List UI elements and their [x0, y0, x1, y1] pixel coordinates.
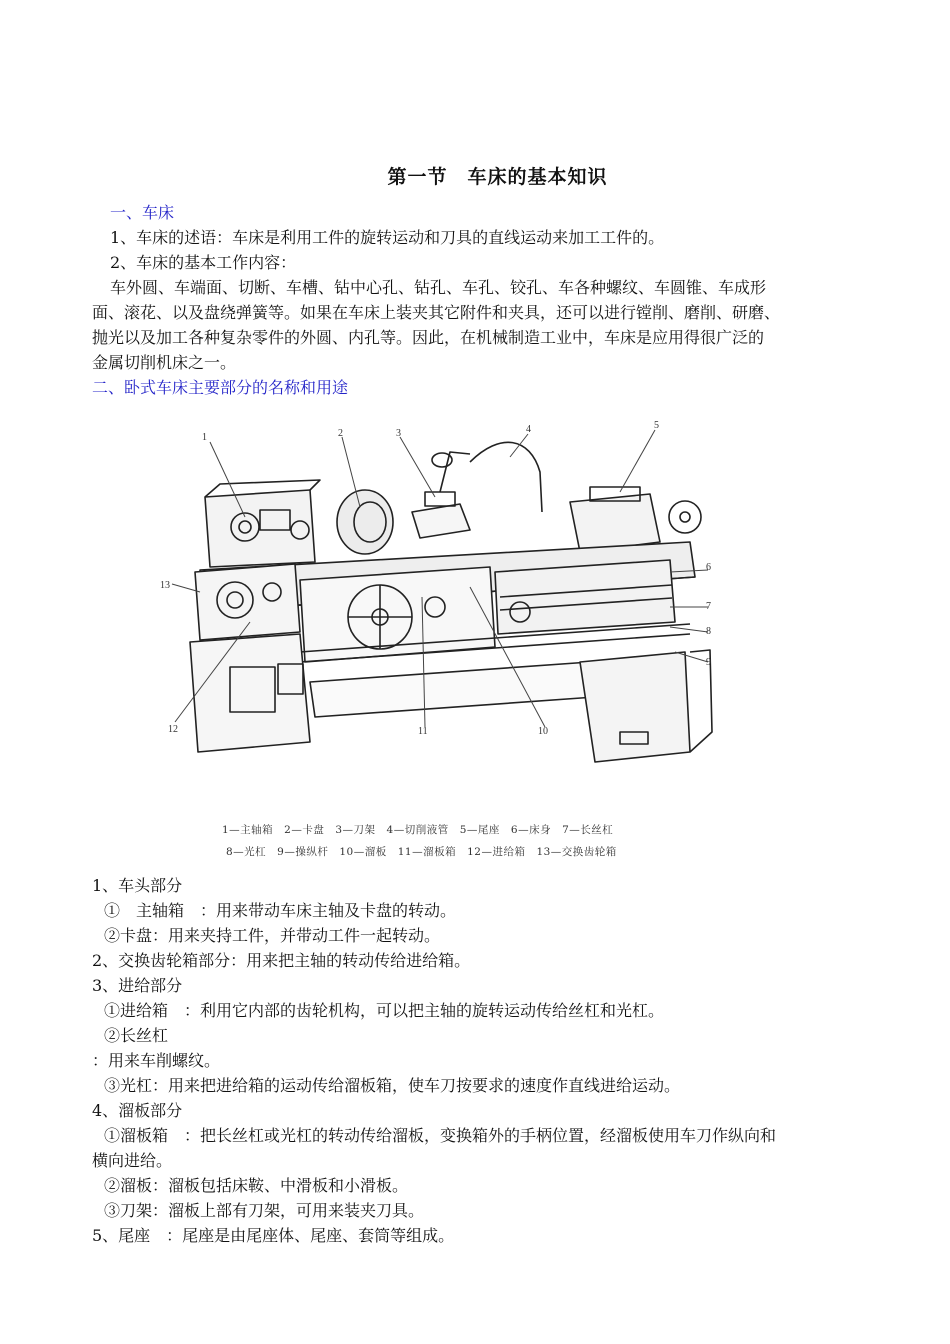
callout-3: 3: [396, 428, 401, 439]
section-heading-parts: 二、卧式车床主要部分的名称和用途: [92, 378, 349, 397]
part-heading: 5、尾座 ：尾座是由尾座体、尾座、套筒等组成。: [92, 1226, 455, 1245]
part-item: ①溜板箱 ：把长丝杠或光杠的转动传给溜板，变换箱外的手柄位置，经溜板使用车刀作纵向和: [104, 1126, 777, 1145]
callout-5: 5: [654, 420, 659, 431]
part-heading: 1、车头部分: [92, 876, 183, 895]
diagram-legend-row-1: 1—主轴箱 2—卡盘 3—刀架 4—切削液管 5—尾座 6—床身 7—长丝杠: [222, 824, 614, 836]
section-heading-lathe: 一、车床: [110, 203, 175, 222]
part-item: ：用来车削螺纹。: [92, 1051, 221, 1070]
callout-2: 2: [338, 428, 343, 439]
page-title: 第一节 车床的基本知识: [387, 166, 608, 188]
part-item: ②长丝杠: [104, 1026, 169, 1045]
lathe-diagram: [150, 412, 730, 862]
part-item: ②卡盘：用来夹持工件，并带动工件一起转动。: [104, 926, 441, 945]
paragraph-line: 金属切削机床之一。: [92, 353, 237, 372]
callout-13: 13: [160, 580, 170, 591]
part-item: ②溜板：溜板包括床鞍、中滑板和小滑板。: [104, 1176, 409, 1195]
callout-9: 9: [706, 657, 711, 668]
part-item: ③刀架：溜板上部有刀架，可用来装夹刀具。: [104, 1201, 425, 1220]
callout-4: 4: [526, 424, 531, 435]
callout-10: 10: [538, 726, 548, 737]
callout-6: 6: [706, 562, 711, 573]
callout-1: 1: [202, 432, 207, 443]
part-item: ③光杠：用来把进给箱的运动传给溜板箱，使车刀按要求的速度作直线进给运动。: [104, 1076, 681, 1095]
callout-12: 12: [168, 724, 178, 735]
callout-11: 11: [418, 726, 428, 737]
diagram-legend-row-2: 8—光杠 9—操纵杆 10—溜板 11—溜板箱 12—进给箱 13—交换齿轮箱: [226, 846, 617, 858]
part-item: 横向进给。: [92, 1151, 173, 1170]
paragraph-line: 车外圆、车端面、切断、车槽、钻中心孔、钻孔、车孔、铰孔、车各种螺纹、车圆锥、车成形: [110, 278, 767, 297]
callout-7: 7: [706, 601, 711, 612]
lathe-definition: 1、车床的述语：车床是利用工件的旋转运动和刀具的直线运动来加工工件的。: [110, 228, 665, 247]
paragraph-line: 面、滚花、以及盘绕弹簧等。如果在车床上装夹其它附件和夹具，还可以进行镗削、磨削、研磨、: [92, 303, 781, 322]
part-heading: 3、进给部分: [92, 976, 183, 995]
part-item: ①进给箱 ：利用它内部的齿轮机构，可以把主轴的旋转运动传给丝杠和光杠。: [104, 1001, 665, 1020]
callout-8: 8: [706, 626, 711, 637]
part-item: ① 主轴箱 ：用来带动车床主轴及卡盘的转动。: [104, 901, 457, 920]
part-heading: 4、溜板部分: [92, 1101, 183, 1120]
lathe-work-heading: 2、车床的基本工作内容：: [110, 253, 297, 272]
part-heading: 2、交换齿轮箱部分：用来把主轴的转动传给进给箱。: [92, 951, 471, 970]
paragraph-line: 抛光以及加工各种复杂零件的外圆、内孔等。因此，在机械制造工业中，车床是应用得很广泛的: [92, 328, 765, 347]
